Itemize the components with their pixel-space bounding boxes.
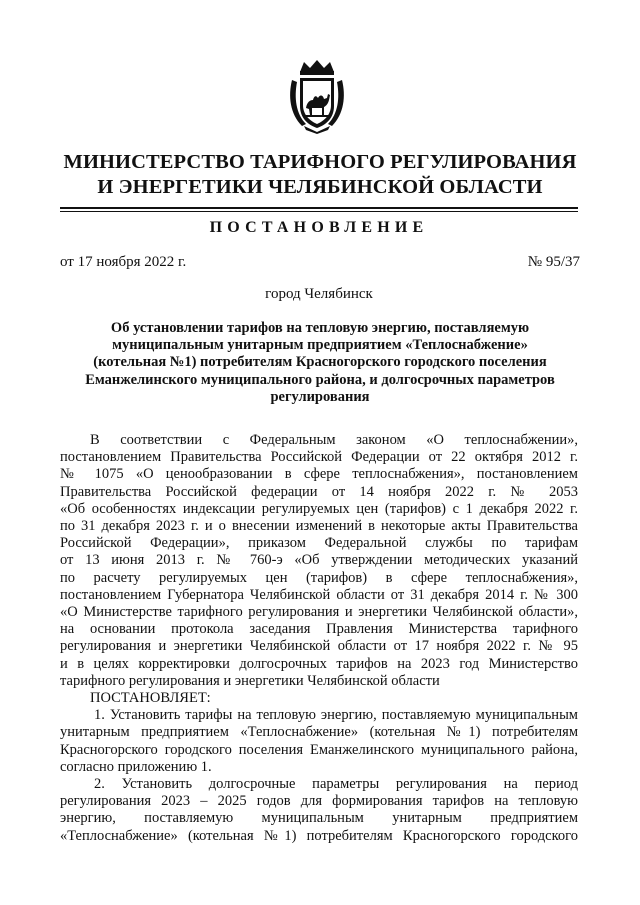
body-line: Красногорского городского поселения Еманжелинского муниципального района, [60,741,578,758]
body-line: № 1075 «О ценообразовании в сфере теплоснабжения», постановлением [60,466,578,483]
body-line: «О Министерстве тарифного регулирования и энергетики Челябинской области», [60,604,578,621]
body-line: В соответствии с Федеральным законом «О теплоснабжении», [90,432,578,448]
body-line: Правительства Российской федерации от 14 ноября 2022 г. № 2053 [60,483,578,500]
document-type: ПОСТАНОВЛЕНИЕ [209,219,429,236]
header-divider-thick [60,207,578,209]
body-line: 2. Установить долгосрочные параметры регулирования на период [94,776,578,793]
body-line: по 31 декабря 2023 г. и о внесении изменений в некоторые акты Правительства [60,518,578,535]
document-date: от 17 ноября 2022 г. [60,254,187,270]
subject-line: регулирования [270,388,370,405]
subject-line: муниципальным унитарным предприятием «Теплоснабжение» [112,337,528,354]
header-divider-thin [60,211,578,212]
body-line: унитарным предприятием «Теплоснабжение» (котельная №1) потребителям [60,724,578,741]
body-line: «Об особенностях индексации регулируемых цен (тарифов) с 1 декабря 2022 г. [60,500,578,517]
document-subject [80,320,560,406]
resolves-heading: ПОСТАНОВЛЯЕТ: [90,690,211,707]
body-line: согласно приложению 1. [60,758,212,775]
body-line: энергию, поставляемую муниципальным унитарным предприятием [60,810,578,827]
body-line: Российской Федерации», приказом Федеральной службы по тарифам [60,535,578,552]
body-line: на основании протокола заседания Правления Министерства тарифного [60,621,578,638]
document-number: № 95/37 [527,254,580,270]
subject-line: (котельная №1) потребителям Красногорского городского поселения [93,354,547,371]
body-line: регулирования 2023 – 2025 годов для формирования тарифов на тепловую [60,793,578,810]
document-city: город Челябинск [265,286,373,302]
ministry-name-line2: И ЭНЕРГЕТИКИ ЧЕЛЯБИНСКОЙ ОБЛАСТИ [97,176,543,198]
ministry-name-line1: МИНИСТЕРСТВО ТАРИФНОГО РЕГУЛИРОВАНИЯ [63,151,577,173]
body-line: по расчету регулируемых цен (тарифов) в сфере теплоснабжения», [60,569,578,586]
body-line: и в целях корректировки долгосрочных тарифов на 2023 год Министерство [60,655,578,672]
document-body [60,432,578,845]
body-line: «Теплоснабжение» (котельная №1) потребителям Красногорского городского [60,827,578,844]
subject-line: Об установлении тарифов на тепловую энергию, поставляемую [110,320,530,336]
body-line: постановлением Губернатора Челябинской области от 31 декабря 2014 г. № 300 [60,586,578,603]
subject-line: Еманжелинского муниципального района, и долгосрочных параметров [85,371,555,388]
coat-of-arms-icon [286,58,348,134]
body-line: постановлением Правительства Российской Федерации от 22 октября 2012 г. [60,449,578,466]
body-line: от 13 июня 2013 г. № 760-э «Об утверждении методических указаний [60,552,578,569]
body-line: 1. Установить тарифы на тепловую энергию, поставляемую муниципальным [94,707,578,724]
body-line: тарифного регулирования и энергетики Челябинской области [60,672,440,689]
body-line: регулирования и энергетики Челябинской области от 17 ноября 2022 г. № 95 [60,638,578,655]
